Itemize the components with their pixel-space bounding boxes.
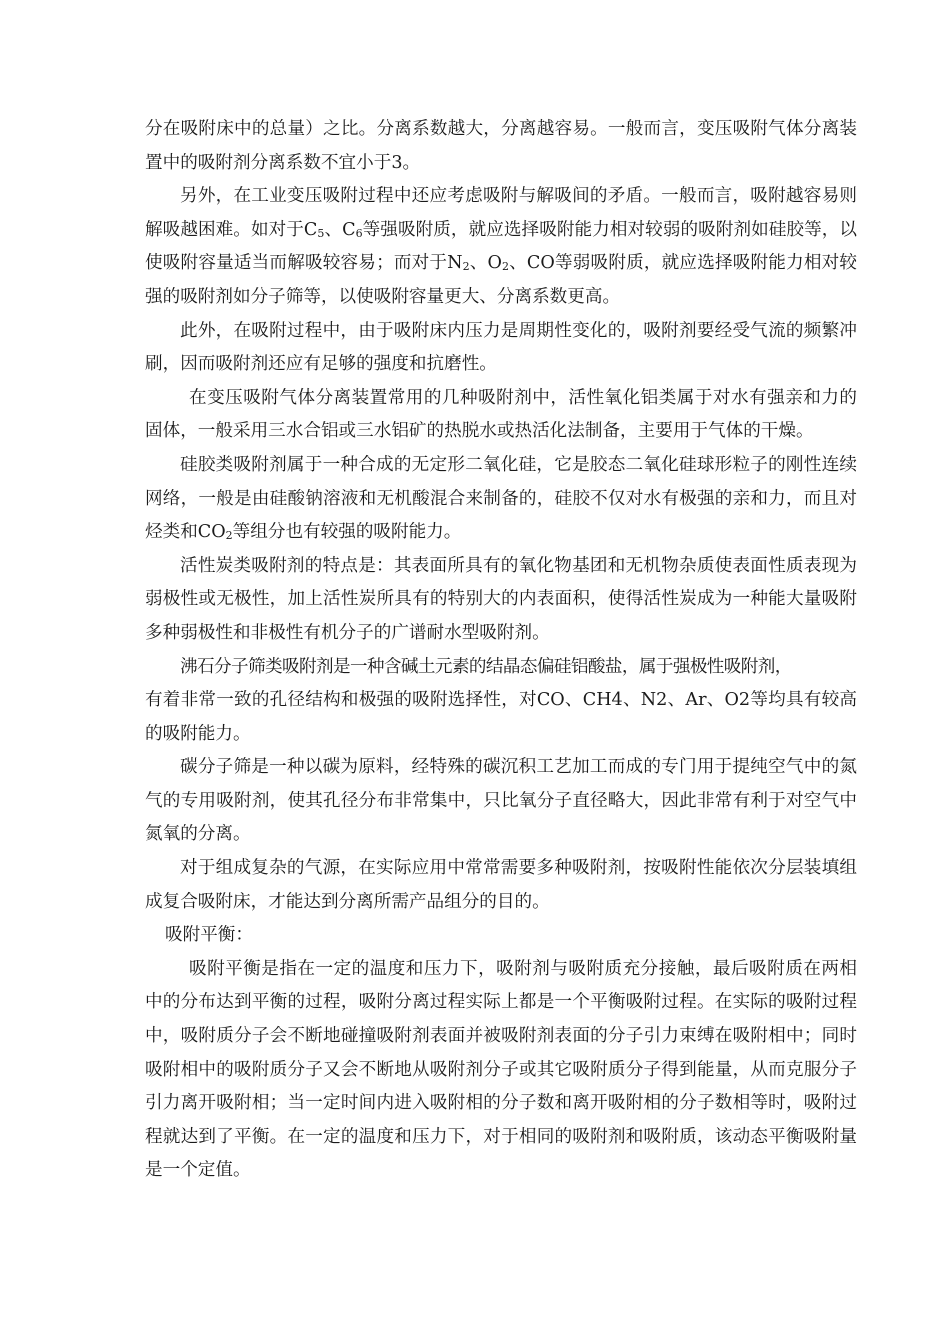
- paragraph-separation-factor: 分在吸附床中的总量）之比。分离系数越大，分离越容易。一般而言，变压吸附气体分离装置中的吸附剂分离系数不宜小于3。: [145, 119, 857, 173]
- paragraph-text: 硅胶类吸附剂属于一种合成的无定形二氧化硅，它是胶态二氧化硅球形粒子的刚性连续网络，一般是由硅酸钠溶液和无机酸混合来制备的，硅胶不仅对水有极强的亲和力，而且对烃类和CO: [145, 454, 857, 543]
- paragraph-text: 、C: [324, 219, 356, 240]
- paragraph-text: 另外，在工业变压吸附过程中还应考虑吸附与解吸间的矛盾。一般而言，吸附越容易则解吸越困难。如对于C: [145, 186, 857, 240]
- paragraph-activated-carbon: 活性炭类吸附剂的特点是：其表面所具有的氧化物基团和无机物杂质使表面性质表现为弱极性或无极性，加上活性炭所具有的特别大的内表面积，使得活性炭成为一种能大量吸附多种弱极性和非极性有机分子的广谱耐水型吸附剂。: [145, 555, 857, 643]
- document-body: [145, 113, 857, 1188]
- paragraph-silica-gel: [145, 449, 857, 550]
- paragraph-text: 、O: [469, 253, 502, 274]
- paragraph-zeolite: [145, 651, 857, 752]
- paragraph-strength: 此外，在吸附过程中，由于吸附床内压力是周期性变化的，吸附剂要经受气流的频繁冲刷，因而吸附剂还应有足够的强度和抗磨性。: [145, 320, 857, 375]
- paragraph-text: 等组分也有较强的吸附能力。: [232, 522, 462, 543]
- paragraph-carbon-molecular-sieve: 碳分子筛是一种以碳为原料，经特殊的碳沉积工艺加工而成的专门用于提纯空气中的氮气的专用吸附剂，使其孔径分布非常集中，只比氧分子直径略大，因此非常有利于对空气中氮氧的分离。: [145, 757, 857, 845]
- subscript: 2: [225, 529, 233, 543]
- subscript: 6: [355, 226, 363, 240]
- subscript: 2: [501, 260, 509, 274]
- paragraph-text: 有着非常一致的孔径结构和极强的吸附选择性，对CO、CH4、N2、Ar、O2等均具有较高的吸附能力。: [145, 690, 857, 744]
- section-heading-adsorption-equilibrium: 吸附平衡：: [165, 925, 253, 946]
- paragraph-text: 等强吸附质，就应选择吸附能力相对较弱的吸附剂如硅胶等，以使吸附容量适当而解吸较容易；而对于N: [145, 219, 857, 274]
- subscript: 5: [317, 226, 325, 240]
- paragraph-adsorption-equilibrium: 吸附平衡是指在一定的温度和压力下，吸附剂与吸附质充分接触，最后吸附质在两相中的分布达到平衡的过程，吸附分离过程实际上都是一个平衡吸附过程。在实际的吸附过程中，吸附质分子会不断地碰撞吸附剂表面并被吸附剂表面的分子引力束缚在吸附相中；同时吸附相中的吸附质分子又会不断地从吸附剂分子或其它吸附质分子得到能量，从而克服分子引力离开吸附相；当一定时间内进入吸附相的分子数和离开吸附相的分子数相等时，吸附过程就达到了平衡。在一定的温度和压力下，对于相同的吸附剂和吸附质，该动态平衡吸附量是一个定值。: [145, 958, 857, 1181]
- paragraph-adsorption-desorption: [145, 180, 857, 314]
- paragraph-text: 沸石分子筛类吸附剂是一种含碱土元素的结晶态偏硅铝酸盐，属于强极性吸附剂，: [180, 656, 792, 677]
- subscript: 2: [462, 260, 470, 274]
- paragraph-activated-alumina: 在变压吸附气体分离装置常用的几种吸附剂中，活性氧化铝类属于对水有强亲和力的固体，一般采用三水合铝或三水铝矿的热脱水或热活化法制备，主要用于气体的干燥。: [145, 387, 857, 442]
- paragraph-text: 、CO等弱吸附质，就应选择吸附能力相对较强的吸附剂如分子筛等，以使吸附容量更大、分离系数更高。: [145, 253, 857, 307]
- paragraph-composite-bed: 对于组成复杂的气源，在实际应用中常常需要多种吸附剂，按吸附性能依次分层装填组成复合吸附床，才能达到分离所需产品组分的目的。: [145, 858, 857, 912]
